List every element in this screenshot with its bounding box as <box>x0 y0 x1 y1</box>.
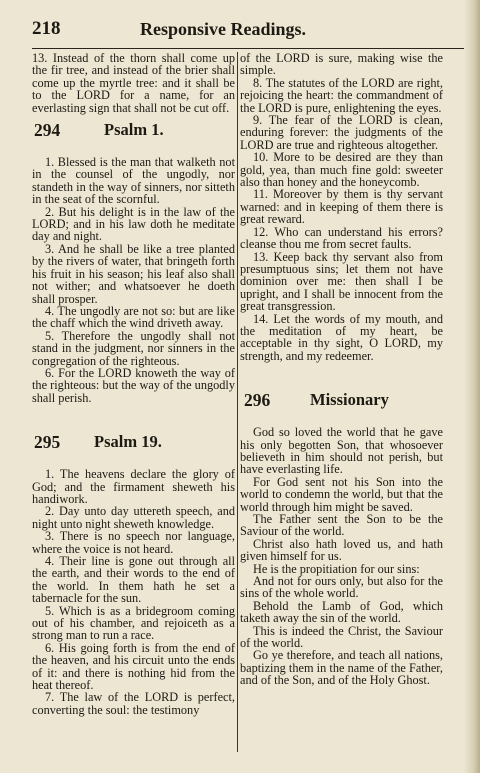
reading-number: 294 <box>34 120 61 141</box>
reading-line: And not for ours only, but also for the sins of the whole world. <box>240 574 443 601</box>
reading-line: The Father sent the Son to be the Saviour of the world. <box>240 512 443 539</box>
page-edge-shadow <box>464 0 480 773</box>
verse: 5. Therefore the ungodly shall not stand in the judgment, nor sinners in the congregation of the righteous. <box>32 328 235 368</box>
verse: 10. More to be desired are they than gold, yea, than much fine gold: sweeter also than honey and the honeycomb. <box>240 150 443 190</box>
page-header <box>32 18 462 44</box>
reading-number: 296 <box>244 390 271 411</box>
reading-line: Go ye therefore, and teach all nations, baptizing them in the name of the Father, and of the Son, and of the Holy Ghost. <box>240 648 443 688</box>
verse: 2. Day unto day uttereth speech, and night unto night sheweth knowledge. <box>32 504 235 531</box>
verse-continuation: of the LORD is sure, making wise the simple. <box>240 51 443 78</box>
reading-line: He is the propitiation for our sins: <box>253 561 420 576</box>
right-column <box>240 52 443 687</box>
column-divider <box>237 52 238 752</box>
left-column <box>32 52 235 716</box>
verse: 9. The fear of the LORD is clean, enduring forever: the judgments of the LORD are true and righteous altogether. <box>240 113 443 152</box>
verse: 5. Which is as a bridegroom coming out of his chamber, and rejoiceth as a strong man to run a race. <box>32 603 235 643</box>
page-number: 218 <box>32 18 61 39</box>
reading-continuation: 13. Instead of the thorn shall come up the fir tree, and instead of the brier shall come up the myrtle tree: and it shall be to the LORD for a name, for an everlasting sign that shall not be cut off. <box>32 51 235 115</box>
verse: 6. His going forth is from the end of the heaven, and his circuit unto the ends of it: and there is nothing hid from the heat thereof. <box>32 640 235 693</box>
reading-title: Psalm 19. <box>94 432 162 452</box>
verse: 7. The law of the LORD is perfect, converting the soul: the testimony <box>32 690 235 717</box>
verse: 4. The ungodly are not so: but are like the chaff which the wind driveth away. <box>32 303 235 331</box>
reading-line: God so loved the world that he gave his only begotten Son, that whosoever believeth in him should not perish, but have everlasting life. <box>240 425 443 477</box>
verse: 11. Moreover by them is thy servant warned: and in keeping of them there is great reward. <box>240 187 443 227</box>
verse: 12. Who can understand his errors? cleanse thou me from secret faults. <box>240 224 443 252</box>
verse: 2. But his delight is in the law of the LORD; and in his law doth he meditate day and night. <box>32 204 235 244</box>
verse: 13. Keep back thy servant also from presumptuous sins; let them not have dominion over me: then shall I be upright, and I shall be innocent from the great transgression. <box>240 249 443 314</box>
verse: 6. For the LORD knoweth the way of the righteous: but the way of the ungodly shall perish. <box>32 365 235 405</box>
header-rule <box>32 48 464 49</box>
missionary-heading <box>240 384 443 426</box>
reading-line: For God sent not his Son into the world to condemn the world, but that the world through him might be saved. <box>240 474 443 514</box>
reading-line: Christ also hath loved us, and hath given himself for us. <box>240 536 443 564</box>
reading-title: Psalm 1. <box>104 120 164 140</box>
verse: 1. The heavens declare the glory of God; and the firmament sheweth his handiwork. <box>32 467 235 506</box>
reading-line: Behold the Lamb of God, which taketh away the sin of the world. <box>240 598 443 626</box>
verse: 4. Their line is gone out through all the earth, and their words to the end of the world. In them hath he set a tabernacle for the sun. <box>32 554 235 606</box>
verse: 8. The statutes of the LORD are right, rejoicing the heart: the commandment of the LORD is pure, enlightening the eyes. <box>240 75 443 115</box>
verse: 3. There is no speech nor language, where the voice is not heard. <box>32 529 235 556</box>
reading-number: 295 <box>34 432 61 453</box>
reading-line: This is indeed the Christ, the Saviour of the world. <box>240 623 443 651</box>
verse: 3. And he shall be like a tree planted by the rivers of water, that bringeth forth his fruit in his season; his leaf also shall not wither; and whatsoever he doeth shall prosper. <box>32 241 235 306</box>
running-title: Responsive Readings. <box>140 19 307 39</box>
verse: 14. Let the words of my mouth, and the meditation of my heart, be acceptable in thy sight, O LORD, my strength, and my redeemer. <box>240 311 443 363</box>
psalm-19-heading <box>32 426 235 468</box>
verse: 1. Blessed is the man that walketh not in the counsel of the ungodly, nor standeth in the way of sinners, nor sitteth in the seat of the scornful. <box>32 155 235 207</box>
psalm-1-heading <box>32 114 235 156</box>
reading-title: Missionary <box>310 390 389 410</box>
